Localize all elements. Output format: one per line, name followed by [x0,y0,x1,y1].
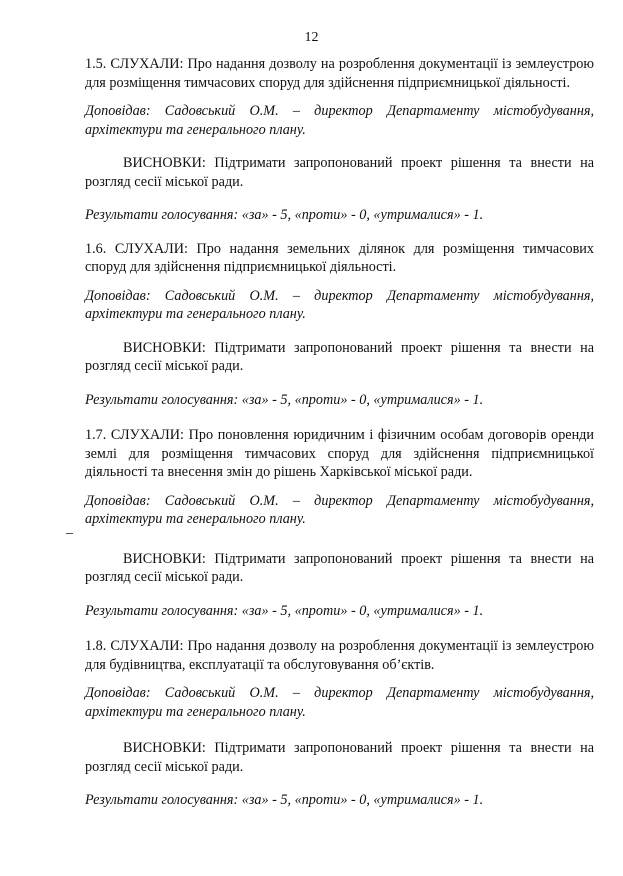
conclusion-paragraph: ВИСНОВКИ: Підтримати запропонований проект рішення та внести на розгляд сесії міської ради. [85,550,594,585]
vote-results: Результати голосування: «за» - 5, «проти» - 0, «утрималися» - 1. [85,792,484,808]
agenda-item-1-6 [85,240,594,410]
agenda-item-1-8 [85,637,594,810]
conclusion-paragraph: ВИСНОВКИ: Підтримати запропонований проект рішення та внести на розгляд сесії міської ради. [85,155,594,190]
heard-paragraph: 1.8. СЛУХАЛИ: Про надання дозволу на розроблення документації із землеустрою для будівництва, експлуатації та обслуговування об’єктів. [85,638,594,673]
heard-paragraph: 1.5. СЛУХАЛИ: Про надання дозволу на розроблення документації із землеустрою для розміщення тимчасових споруд для здійснення підприємницької діяльності. [85,56,594,91]
vote-results: Результати голосування: «за» - 5, «проти» - 0, «утрималися» - 1. [85,391,484,408]
heard-paragraph: 1.6. СЛУХАЛИ: Про надання земельних ділянок для розміщення тимчасових споруд для здійснення підприємницької діяльності. [85,240,594,275]
conclusion-paragraph: ВИСНОВКИ: Підтримати запропонований проект рішення та внести на розгляд сесії міської ради. [85,339,594,374]
speaker-paragraph: Доповідав: Садовський О.М. – директор Департаменту містобудування, архітектури та генерального плану. [85,685,594,720]
conclusion-paragraph: ВИСНОВКИ: Підтримати запропонований проект рішення та внести на розгляд сесії міської ради. [85,740,594,775]
margin-mark [66,533,73,534]
page-number: 12 [304,30,319,45]
agenda-item-1-5 [85,55,594,225]
agenda-item-1-7 [85,426,594,620]
vote-results: Результати голосування: «за» - 5, «проти» - 0, «утрималися» - 1. [85,602,484,619]
speaker-paragraph: Доповідав: Садовський О.М. – директор Департаменту містобудування, архітектури та генерального плану. [85,287,594,322]
vote-results: Результати голосування: «за» - 5, «проти» - 0, «утрималися» - 1. [85,207,484,223]
heard-paragraph: 1.7. СЛУХАЛИ: Про поновлення юридичним і фізичним особам договорів оренди землі для розміщення тимчасових споруд для здійснення підприємницької діяльності та внесення змін до рішень Харківської міської ради. [85,427,594,480]
speaker-paragraph: Доповідав: Садовський О.М. – директор Департаменту містобудування, архітектури та генерального плану. [85,492,594,527]
speaker-paragraph: Доповідав: Садовський О.М. – директор Департаменту містобудування, архітектури та генерального плану. [85,103,594,138]
document-body [85,55,594,810]
